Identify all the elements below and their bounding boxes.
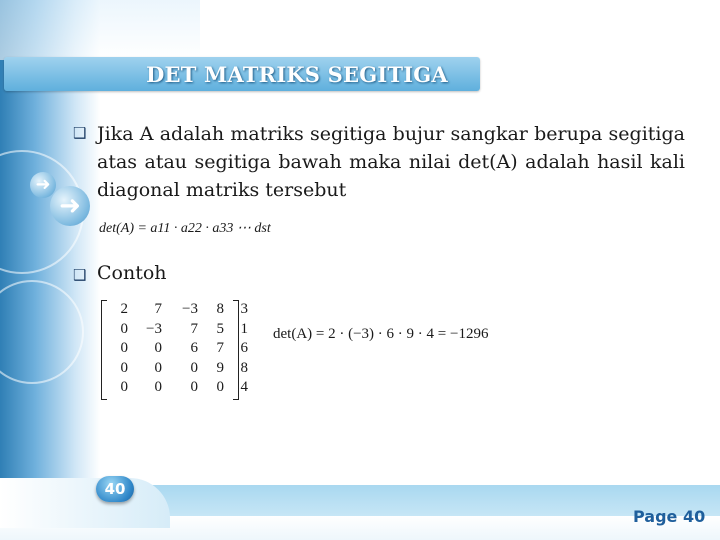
matrix-cell: 0 bbox=[154, 379, 162, 395]
determinant-result: det(A) = 2 · (−3) · 6 · 9 · 4 = −1296 bbox=[273, 326, 489, 342]
top-gradient-background bbox=[0, 0, 200, 60]
matrix-cell: 0 bbox=[120, 359, 128, 376]
example-heading: Contoh bbox=[97, 262, 167, 284]
slide-title: DET MATRIKS SEGITIGA bbox=[146, 62, 448, 87]
matrix-cell: 7 bbox=[154, 301, 162, 317]
title-bar bbox=[4, 57, 480, 91]
matrix-cell: −3 bbox=[146, 320, 162, 337]
matrix-cell: 0 bbox=[190, 379, 198, 395]
matrix-cell: 0 bbox=[216, 379, 224, 395]
matrix-cell: −3 bbox=[182, 301, 198, 317]
matrix-cell: 6 bbox=[190, 340, 198, 356]
matrix-cell: 3 bbox=[240, 301, 248, 317]
matrix-cell: 4 bbox=[240, 379, 248, 395]
matrix-cell: 9 bbox=[216, 359, 224, 376]
matrix-cell: 0 bbox=[120, 320, 128, 337]
matrix-cell: 2 bbox=[120, 301, 128, 317]
matrix-cell: 8 bbox=[240, 359, 248, 376]
definition-paragraph: Jika A adalah matriks segitiga bujur sangkar berupa segitiga atas atau segitiga bawah maka nilai det(A) adalah hasil kali diagonal matriks tersebut bbox=[97, 123, 685, 201]
matrix-grid bbox=[106, 301, 252, 399]
slide-number-badge: 40 bbox=[96, 476, 134, 502]
matrix-cell: 0 bbox=[120, 379, 128, 395]
matrix-cell: 7 bbox=[216, 340, 224, 356]
q-bullet-icon: ❑ bbox=[73, 124, 87, 142]
footer-wave bbox=[0, 478, 170, 528]
matrix-cell: 5 bbox=[216, 320, 224, 337]
arrow-right-icon: ➜ bbox=[30, 172, 56, 198]
matrix-cell: 6 bbox=[240, 340, 248, 356]
determinant-formula: det(A) = a11 · a22 · a33 ⋯ dst bbox=[99, 221, 271, 236]
matrix-cell: 0 bbox=[120, 340, 128, 356]
matrix-cell: 0 bbox=[190, 359, 198, 376]
matrix-cell: 8 bbox=[216, 301, 224, 317]
page-label: Page 40 bbox=[633, 507, 706, 526]
matrix-cell: 7 bbox=[190, 320, 198, 337]
matrix-cell: 1 bbox=[240, 320, 248, 337]
q-bullet-icon: ❑ bbox=[73, 266, 87, 284]
matrix-cell: 0 bbox=[154, 340, 162, 356]
matrix-cell: 0 bbox=[154, 359, 162, 376]
example-matrix bbox=[101, 300, 248, 400]
arrow-right-icon: ➜ bbox=[50, 186, 90, 226]
